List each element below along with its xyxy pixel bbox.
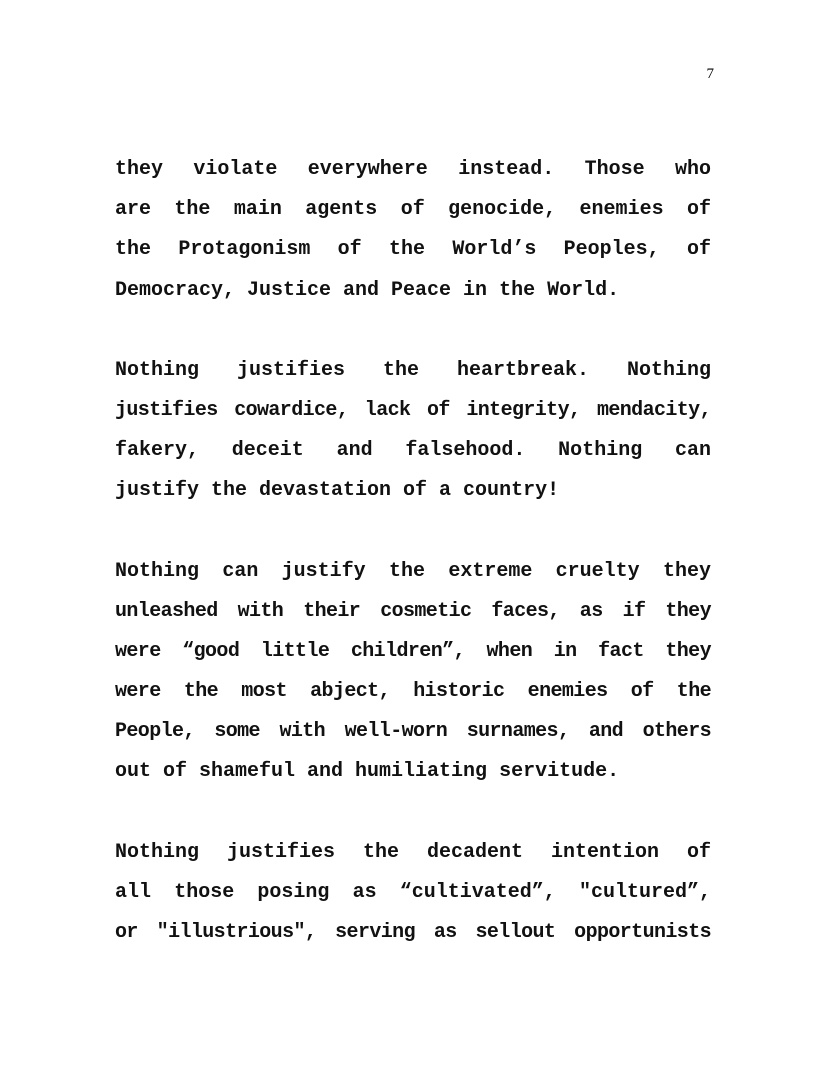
paragraph-1 bbox=[115, 150, 711, 311]
page-number: 7 bbox=[706, 66, 714, 82]
text-line: justifies cowardice, lack of integrity, mendacity, bbox=[115, 398, 711, 422]
text-line: were the most abject, historic enemies of the bbox=[115, 680, 711, 704]
text-line: or "illustrious", serving as sellout opportunists bbox=[115, 921, 711, 944]
text-line: unleashed with their cosmetic faces, as if they bbox=[115, 599, 711, 623]
text-line: were “good little children”, when in fact they bbox=[115, 639, 711, 663]
text-line: Nothing justifies the heartbreak. Nothing bbox=[115, 358, 711, 382]
text-line: the Protagonism of the World’s Peoples, of bbox=[115, 238, 711, 262]
body-text bbox=[115, 150, 711, 993]
text-line: People, some with well-worn surnames, and others bbox=[115, 720, 711, 744]
text-line: out of shameful and humiliating servitude. bbox=[115, 760, 620, 784]
text-line: fakery, deceit and falsehood. Nothing can bbox=[115, 439, 711, 463]
text-line: Nothing can justify the extreme cruelty they bbox=[115, 559, 711, 583]
text-line: justify the devastation of a country! bbox=[115, 479, 560, 503]
text-line: all those posing as “cultivated”, "cultured”, bbox=[115, 880, 711, 904]
text-line: they violate everywhere instead. Those who bbox=[115, 158, 711, 181]
paragraph-2 bbox=[115, 351, 711, 512]
text-line: Democracy, Justice and Peace in the World. bbox=[115, 278, 620, 302]
paragraph-3 bbox=[115, 552, 711, 793]
paragraph-4 bbox=[115, 833, 711, 954]
text-line: Nothing justifies the decadent intention of bbox=[115, 840, 711, 864]
text-line: are the main agents of genocide, enemies of bbox=[115, 198, 711, 222]
